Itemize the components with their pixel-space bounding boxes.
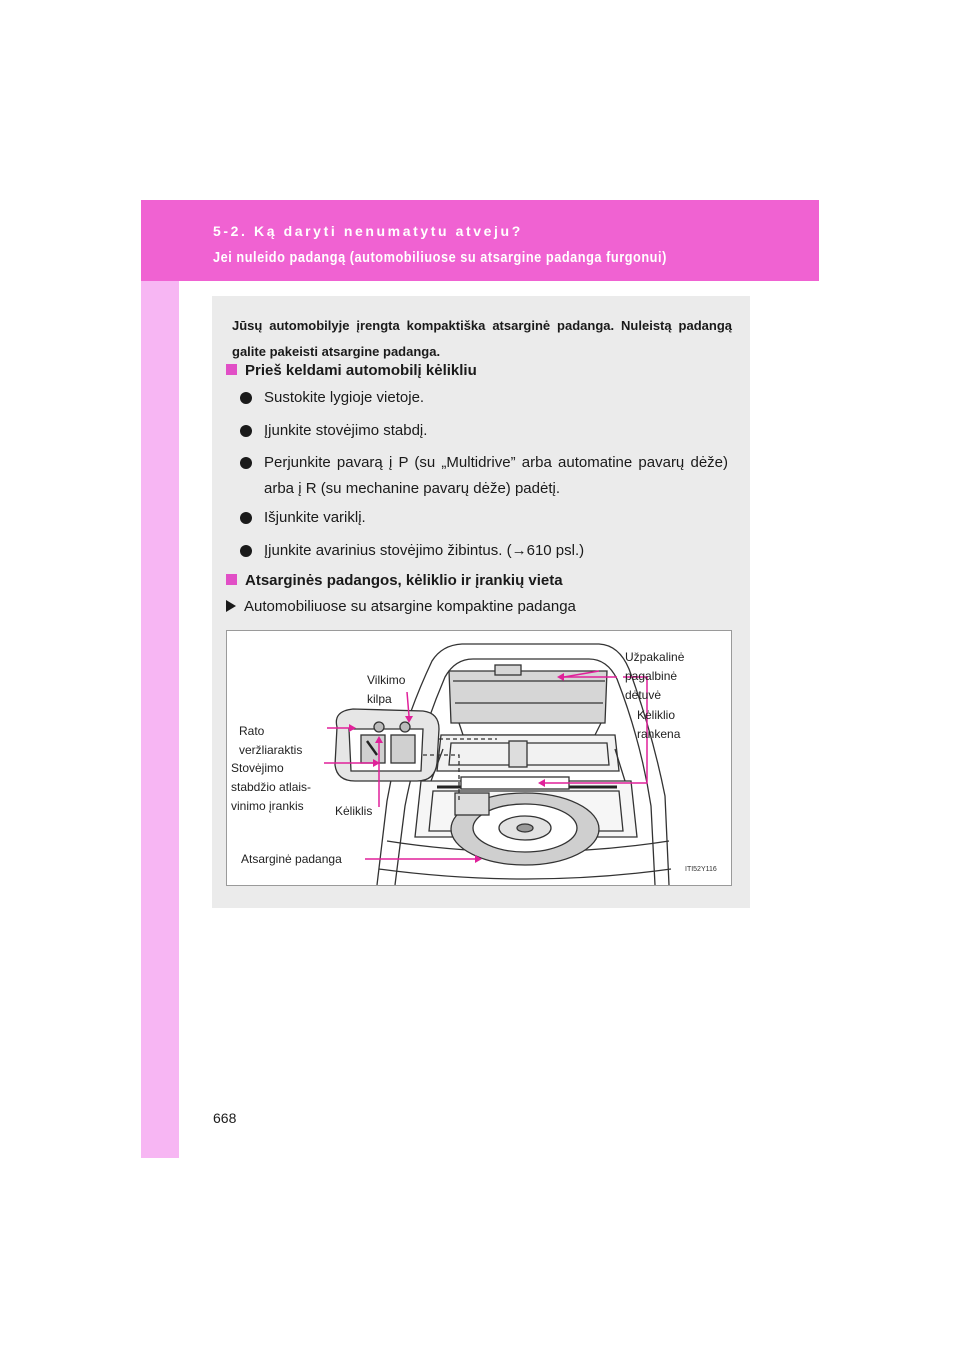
- list-item: Perjunkite pavarą į P (su „Multidrive” arba automatine pavarų dėže) arba į R (su mechanine pavarų dėže) padėtį.: [240, 450, 728, 502]
- section-heading-tool-location: Atsarginės padangos, kėliklio ir įrankių vieta: [226, 572, 563, 589]
- label-wheel-wrench: Rato veržliaraktis: [239, 724, 303, 757]
- label-spare-tire: Atsarginė padanga: [241, 852, 342, 866]
- section-heading-before-jacking: Prieš keldami automobilį kėlikliu: [226, 362, 477, 379]
- luggage-area-illustration: [226, 630, 732, 886]
- side-tab-strip: [141, 200, 179, 1158]
- page-subtitle: Jei nuleido padangą (automobiliuose su atsargine padanga furgonui): [213, 250, 667, 266]
- label-wheel-chock: Stovėjimo stabdžio atlais- vinimo įrankis: [231, 761, 312, 813]
- square-bullet-icon: [226, 574, 237, 585]
- list-item: Sustokite lygioje vietoje.: [240, 385, 740, 411]
- label-jack: Kėliklis: [335, 804, 373, 818]
- list-item: Išjunkite variklį.: [240, 505, 740, 531]
- header-band: [141, 200, 819, 281]
- square-bullet-icon: [226, 364, 237, 375]
- figure-code: ITI52Y116: [685, 866, 717, 873]
- list-item: Įjunkite stovėjimo stabdį.: [240, 418, 740, 444]
- section-title: 5-2. Ką daryti nenumatytu atveju?: [213, 223, 523, 239]
- intro-text: Jūsų automobilyje įrengta kompaktiška atsarginė padanga. Nuleistą padangą galite pakeisti atsargine padanga.: [232, 318, 732, 359]
- round-bullet-icon: [240, 512, 252, 524]
- label-jack-handle: Kėliklio rankena: [637, 708, 681, 741]
- label-tow-hook: Vilkimo kilpa: [367, 673, 406, 706]
- round-bullet-icon: [240, 425, 252, 437]
- round-bullet-icon: [240, 457, 252, 469]
- page-number: 668: [213, 1110, 237, 1126]
- round-bullet-icon: [240, 545, 252, 557]
- label-rear-tray: Užpakalinė pagalbinė dėtuvė: [625, 650, 685, 702]
- variant-note: Automobiliuose su atsargine kompaktine padanga: [226, 598, 576, 615]
- triangle-arrow-icon: [226, 600, 236, 612]
- round-bullet-icon: [240, 392, 252, 404]
- list-item: Įjunkite avarinius stovėjimo žibintus. (→610 psl.): [240, 538, 740, 564]
